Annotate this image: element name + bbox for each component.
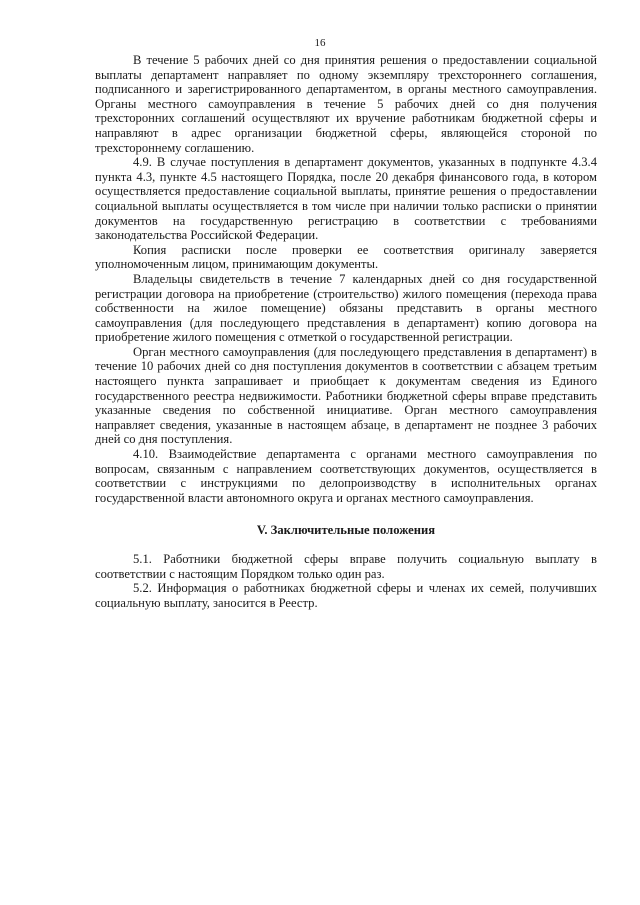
paragraph-4-10: 4.10. Взаимодействие департамента с органами местного самоуправления по вопросам, связанным с направлением соответствующих документов, осуществляется в соответствии с инструкциями по делопроизводству в исполнительных органах государственной власти автономного округа и органах местного самоуправления. bbox=[95, 447, 597, 505]
paragraph-5-2: 5.2. Информация о работниках бюджетной сферы и членах их семей, получивших социальную выплату, заносится в Реестр. bbox=[95, 581, 597, 610]
document-body bbox=[95, 53, 597, 610]
paragraph: Орган местного самоуправления (для последующего представления в департамент) в течение 10 рабочих дней со дня поступления документов в соответствии с абзацем третьим настоящего пункта запрашивает и приобщает к документам сведения из Единого государственного реестра недвижимости. Работники бюджетной сферы вправе представить указанные сведения по собственной инициативе. Орган местного самоуправления направляет сведения, указанные в настоящем абзаце, в департамент не позднее 3 рабочих дней со дня поступления. bbox=[95, 344, 597, 447]
paragraph: Владельцы свидетельств в течение 7 календарных дней со дня государственной регистрации договора на приобретение (строительство) жилого помещения (перехода права собственности на жилое помещение) обязаны представить в органы местного самоуправления (для последующего представления в департамент) копию договора на приобретение жилого помещения с отметкой о государственной регистрации. bbox=[95, 271, 597, 345]
section-heading: V. Заключительные положения bbox=[256, 523, 436, 538]
page-number: 16 bbox=[314, 37, 326, 49]
paragraph: В течение 5 рабочих дней со дня принятия решения о предоставлении социальной выплаты департамент направляет по одному экземпляру трехстороннего соглашения, подписанного и зарегистрированного департаментом, в органы местного самоуправления. Органы местного самоуправления в течение 5 рабочих дней со дня получения трехсторонних соглашений осуществляют их вручение работникам бюджетной сферы и направляют в адрес организации бюджетной сферы, являющейся стороной по трехстороннему соглашению. bbox=[95, 53, 597, 155]
paragraph: Копия расписки после проверки ее соответствия оригиналу заверяется уполномоченным лицом, принимающим документы. bbox=[95, 242, 597, 272]
paragraph-4-9: 4.9. В случае поступления в департамент документов, указанных в подпункте 4.3.4 пункта 4.3, пункте 4.5 настоящего Порядка, после 20 декабря финансового года, в котором осуществляется предоставление социальной выплаты, принятие решения о предоставлении социальной выплаты осуществляется в том числе при наличии только расписки о принятии документов на государственную регистрацию в соответствии с требованиями законодательства Российской Федерации. bbox=[95, 155, 597, 243]
paragraph-5-1: 5.1. Работники бюджетной сферы вправе получить социальную выплату в соответствии с настоящим Порядком только один раз. bbox=[95, 552, 597, 581]
